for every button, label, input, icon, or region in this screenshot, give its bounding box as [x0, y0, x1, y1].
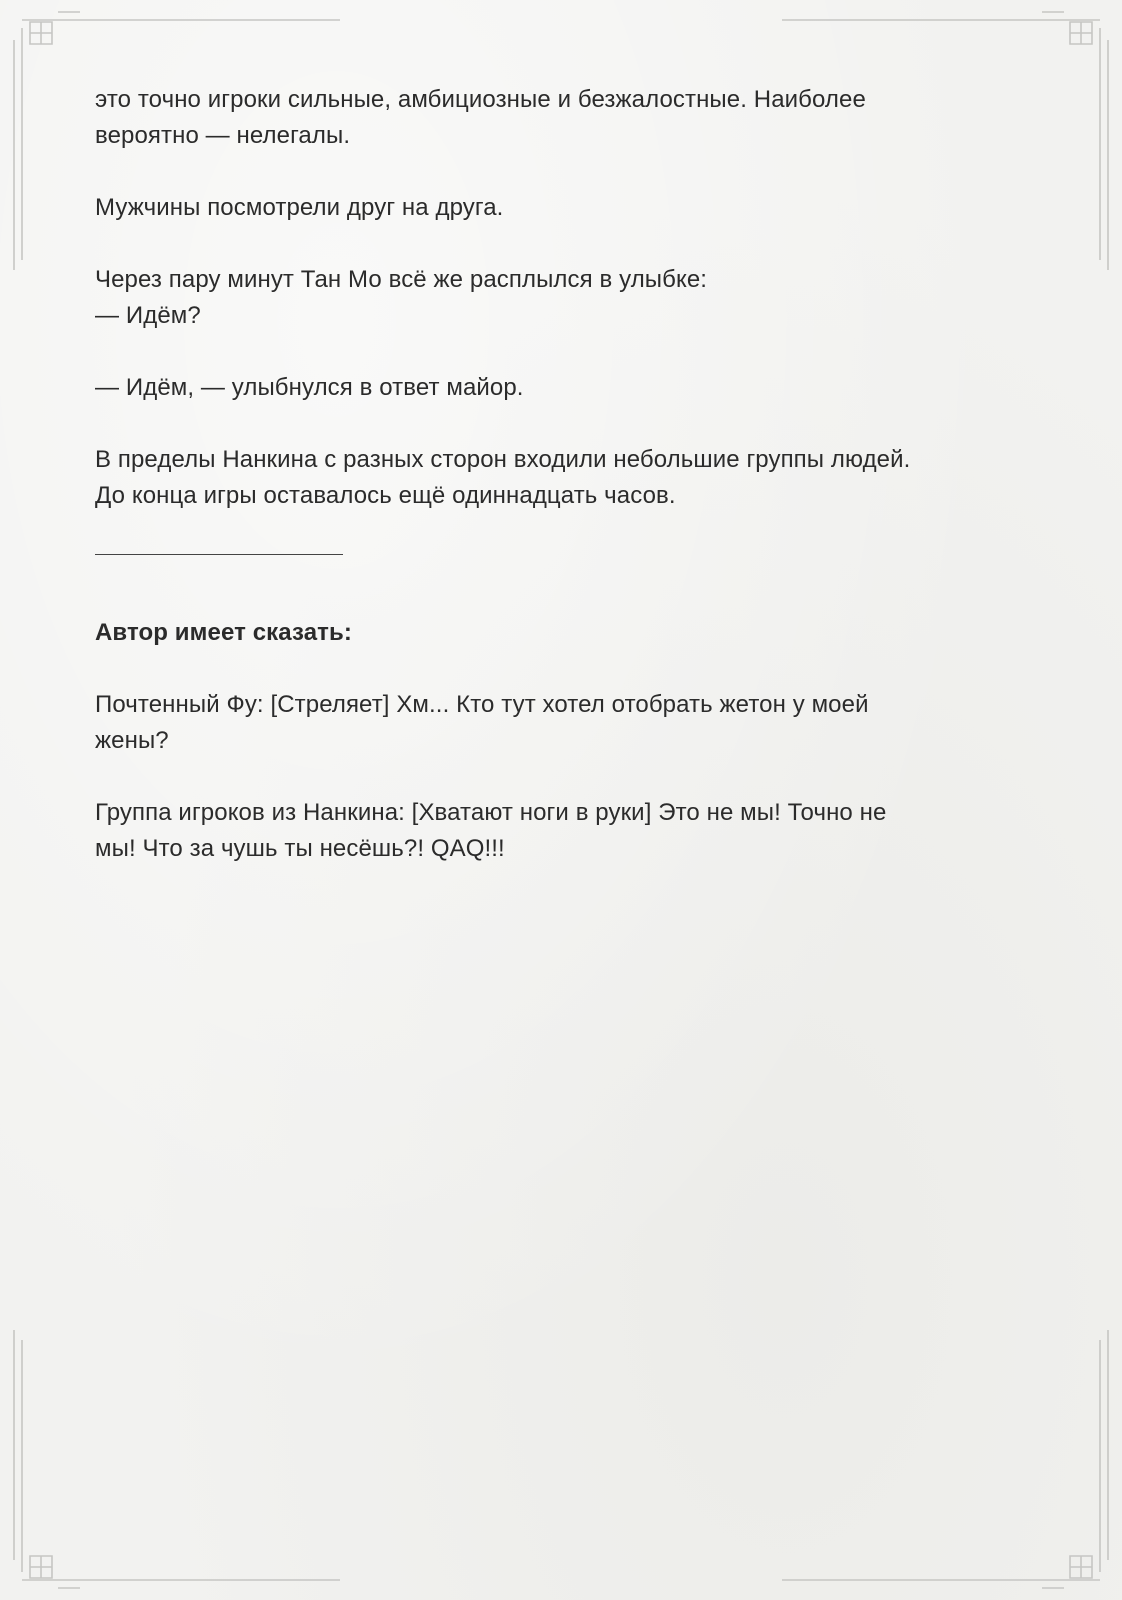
text-line: Почтенный Фу: [Стреляет] Хм... Кто тут хотел отобрать жетон у моей	[95, 691, 869, 718]
text-line: это точно игроки сильные, амбициозные и безжалостные. Наиболее	[95, 86, 866, 113]
paragraph	[95, 190, 1035, 226]
paragraph	[95, 795, 1035, 867]
text-line: Мужчины посмотрели друг на друга.	[95, 194, 504, 221]
paragraph	[95, 687, 1035, 759]
text-line: В пределы Нанкина с разных сторон входили небольшие группы людей.	[95, 446, 911, 473]
separator-line	[95, 554, 343, 555]
text-line: — Идём, — улыбнулся в ответ майор.	[95, 374, 524, 401]
text-line: мы! Что за чушь ты несёшь?! QAQ!!!	[95, 835, 505, 862]
paragraph	[95, 262, 1035, 334]
text-body	[95, 82, 1035, 903]
corner-ornament-bottom-left	[14, 1330, 340, 1588]
text-line: — Идём?	[95, 302, 201, 329]
paragraph	[95, 370, 1035, 406]
author-notes-heading: Автор имеет сказать:	[95, 619, 352, 646]
text-line: жены?	[95, 727, 169, 754]
text-line: До конца игры оставалось ещё одиннадцать часов.	[95, 482, 676, 509]
text-line: вероятно — нелегалы.	[95, 122, 351, 149]
text-line: Через пару минут Тан Мо всё же расплылся в улыбке:	[95, 266, 708, 293]
text-line: Группа игроков из Нанкина: [Хватают ноги в руки] Это не мы! Точно не	[95, 799, 887, 826]
corner-ornament-bottom-right	[782, 1330, 1108, 1588]
paragraph	[95, 82, 1035, 154]
paragraph	[95, 442, 1035, 514]
